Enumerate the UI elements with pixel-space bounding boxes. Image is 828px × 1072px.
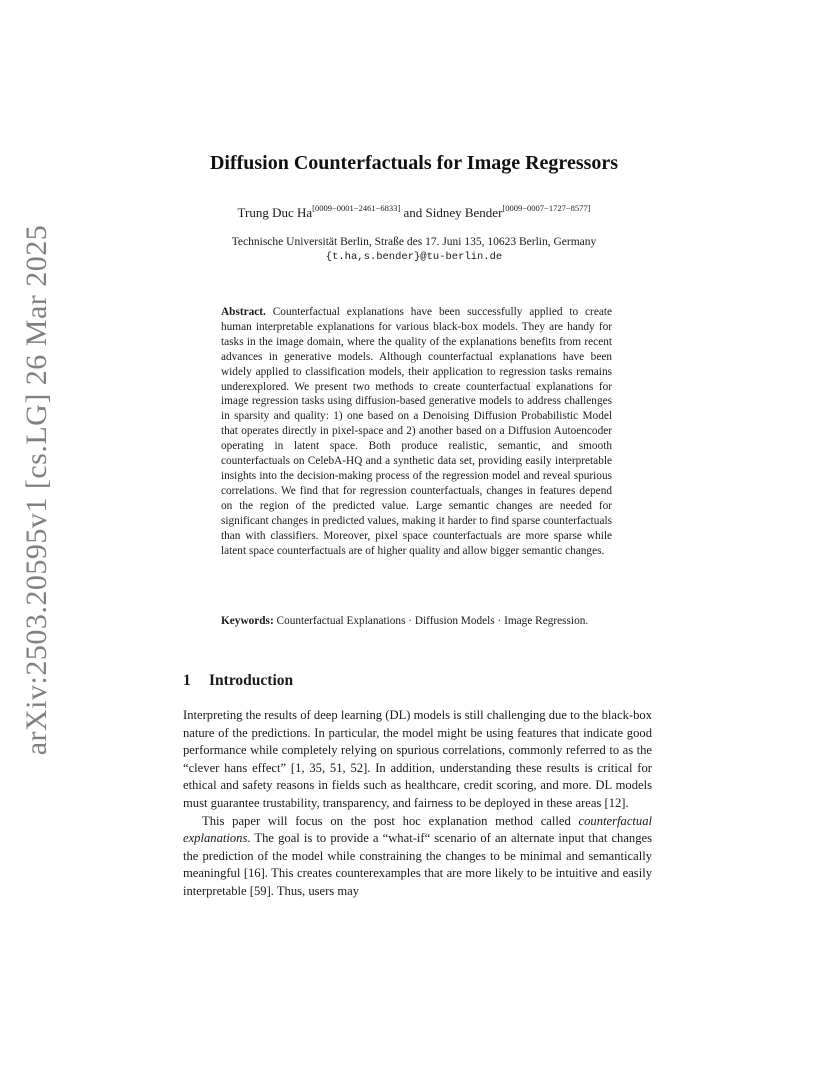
orcid-id: [0009−0001−2461−6833] bbox=[312, 203, 401, 213]
section-heading bbox=[183, 672, 293, 690]
paragraph-text: This paper will focus on the post hoc explanation method called bbox=[202, 813, 579, 828]
abstract-text: Counterfactual explanations have been successfully applied to create human interpretable explanations for various black-box models. They are handy for tasks in the image domain, where the quality of the explanations benefits from recent advances in generative models. Although counterfactual explanations have been widely applied to classification models, their application to regression tasks remains underexplored. We present two methods to create counterfactual explanations for image regression tasks using diffusion-based generative models to address challenges in sparsity and quality: 1) one based on a Denoising Diffusion Probabilistic Model that operates directly in pixel-space and 2) another based on a Diffusion Autoencoder operating in latent space. Both produce realistic, semantic, and smooth counterfactuals on CelebA-HQ and a synthetic data set, providing easily interpretable insights into the decision-making process of the regression model and reveal spurious correlations. We find that for regression counterfactuals, changes in features depend on the region of the predicted value. Large semantic changes are needed for significant changes in predicted values, making it harder to find sparse counterfactuals than with classifiers. Moreover, pixel space counterfactuals are more sparse while latent space counterfactuals are of higher quality and allow bigger semantic changes. bbox=[221, 306, 613, 557]
body-text bbox=[183, 707, 652, 901]
author-email: {t.ha,s.bender}@tu-berlin.de bbox=[325, 251, 503, 263]
paragraph: Interpreting the results of deep learning (DL) models is still challenging due to the black-box nature of the predictions. In particular, the model might be using features that indicate good performance while completely relying on spurious correlations, commonly referred to as the “clever hans effect” [1, 35, 51, 52]. In addition, understanding these results is critical for ethical and safety reasons in fields such as healthcare, credit scoring, and more. DL models must guarantee trustability, transparency, and fairness to be deployed in these areas [12]. bbox=[183, 708, 652, 810]
paragraph bbox=[183, 813, 652, 901]
orcid-id: [0009−0007−1727−8577] bbox=[502, 203, 591, 213]
author-line bbox=[0, 203, 828, 221]
author-name: Sidney Bender bbox=[425, 205, 503, 220]
keywords-text: Counterfactual Explanations · Diffusion Models · Image Regression. bbox=[276, 615, 589, 627]
section-number: 1 bbox=[183, 672, 191, 689]
emphasis-text: counterfactual explanations bbox=[183, 813, 652, 846]
affiliation: Technische Universität Berlin, Straße des 17. Juni 135, 10623 Berlin, Germany bbox=[231, 236, 597, 248]
author-name: Trung Duc Ha bbox=[237, 205, 313, 220]
arxiv-identifier: arXiv:2503.20595v1 [cs.LG] 26 Mar 2025 bbox=[20, 224, 53, 756]
keywords bbox=[221, 614, 612, 629]
abstract-label: Abstract. bbox=[221, 306, 266, 318]
section-title: Introduction bbox=[209, 672, 294, 689]
keywords-label: Keywords: bbox=[221, 615, 274, 627]
paragraph-text: . The goal is to provide a “what-if“ scenario of an alternate input that changes the prediction of the model while constraining the changes to be minimal and semantically meaningful [16]. This creates counterexamples that are more likely to be intuitive and easily interpretable [59]. Thus, users may bbox=[183, 831, 652, 898]
affiliation-block bbox=[0, 235, 828, 265]
paper-title: Diffusion Counterfactuals for Image Regressors bbox=[209, 152, 619, 174]
abstract bbox=[221, 305, 612, 558]
author-conjunction: and bbox=[400, 205, 426, 220]
